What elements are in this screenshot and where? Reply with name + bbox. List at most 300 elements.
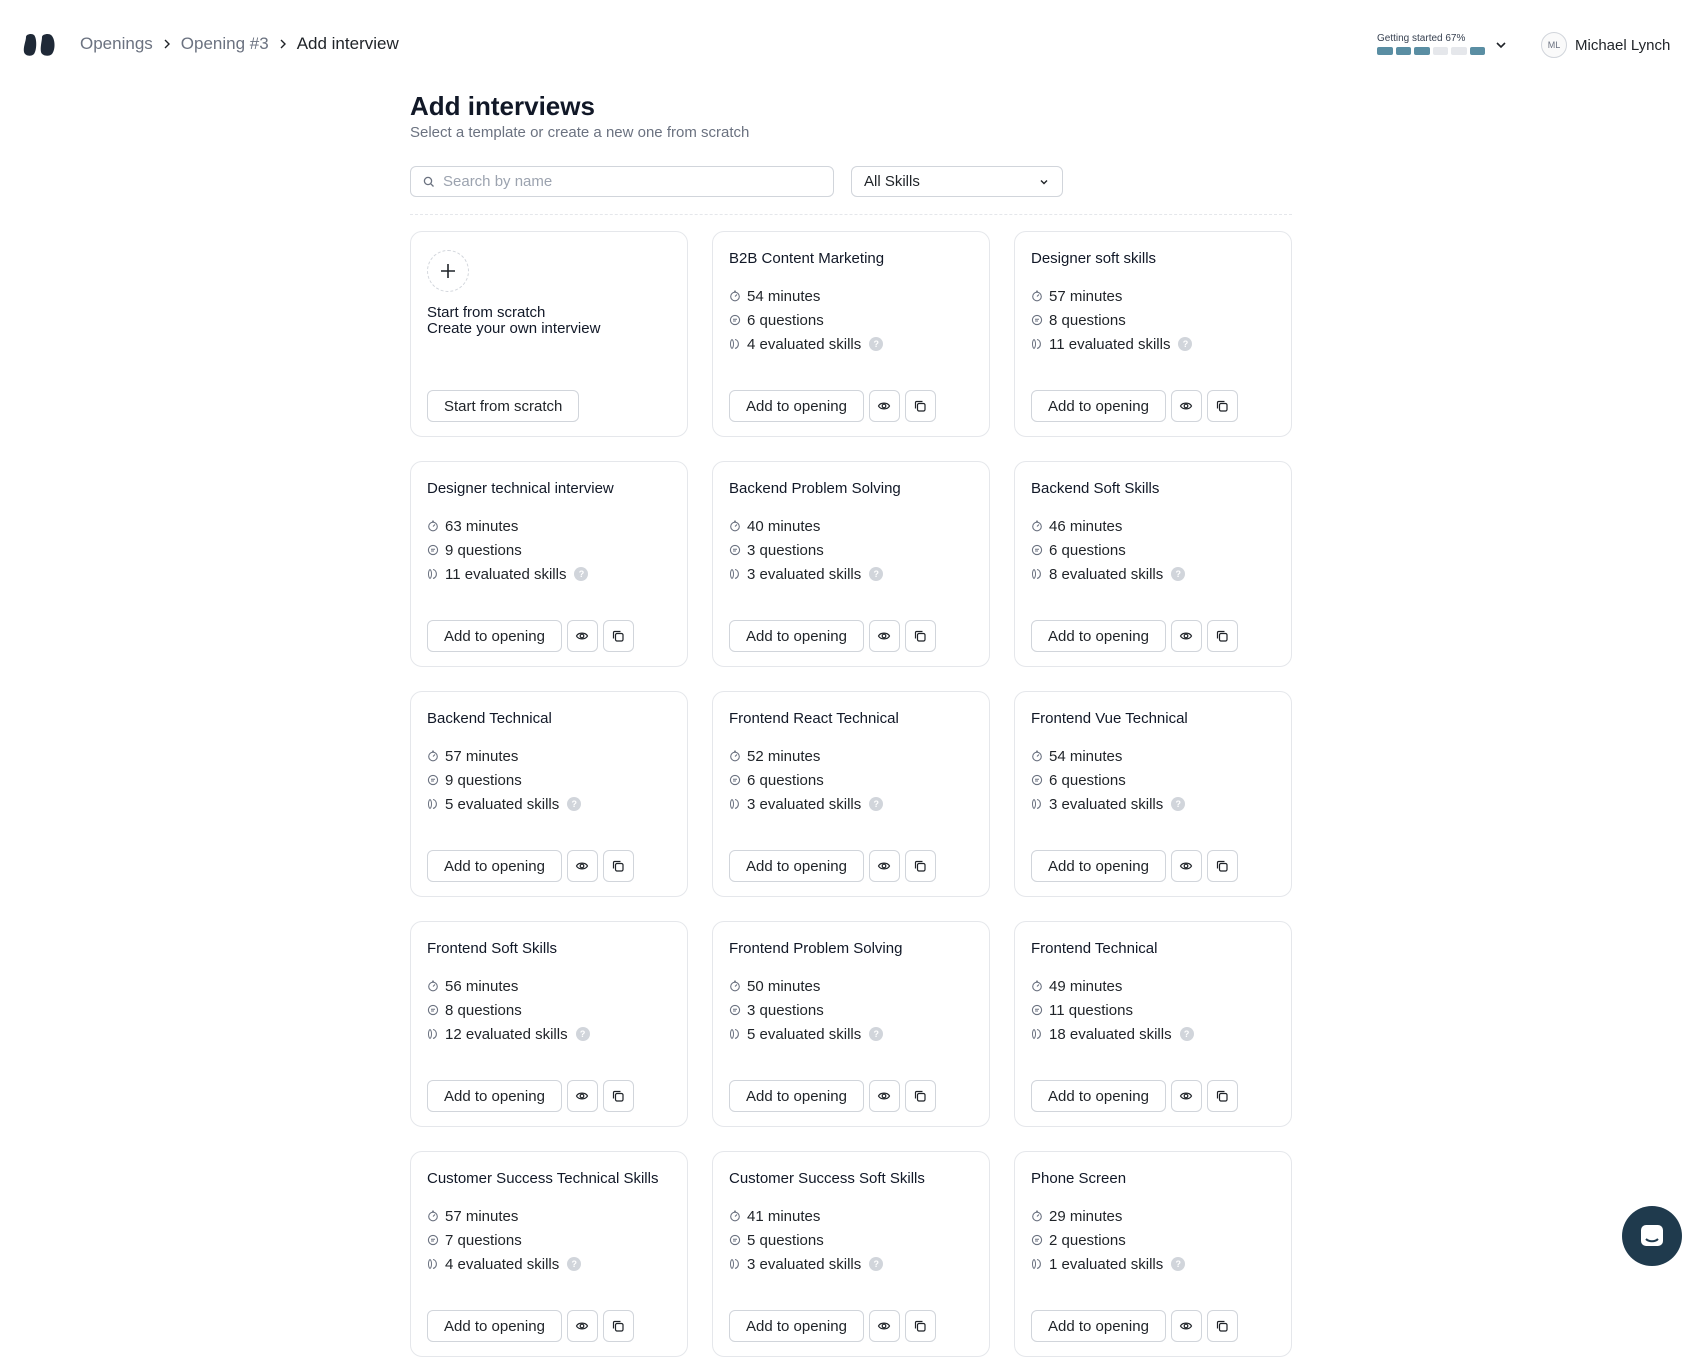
add-to-opening-button[interactable]: Add to opening — [427, 1310, 562, 1342]
question-count — [427, 538, 588, 562]
scratch-text — [427, 305, 600, 337]
help-icon[interactable]: ? — [869, 1257, 883, 1271]
skills-count — [729, 1022, 883, 1046]
eye-icon — [1179, 1089, 1193, 1103]
copy-icon — [913, 399, 927, 413]
eye-icon — [575, 859, 589, 873]
timer-icon — [1031, 750, 1043, 762]
eye-icon — [1179, 1319, 1193, 1333]
help-icon[interactable]: ? — [1180, 1027, 1194, 1041]
template-title: B2B Content Marketing — [729, 250, 885, 267]
timer-icon — [729, 1210, 741, 1222]
duration — [427, 514, 588, 538]
card-actions — [1031, 620, 1238, 652]
preview-button[interactable] — [1171, 1310, 1202, 1342]
template-title: Backend Problem Solving — [729, 480, 901, 497]
template-title: Frontend Soft Skills — [427, 940, 558, 957]
progress-segment — [1377, 47, 1393, 55]
timer-icon — [1031, 980, 1043, 992]
start-from-scratch-button[interactable]: Start from scratch — [427, 390, 579, 422]
skills-icon — [1031, 1028, 1043, 1040]
question-count — [1031, 538, 1185, 562]
template-meta — [1031, 744, 1185, 816]
template-meta — [1031, 1204, 1185, 1276]
search-input[interactable] — [441, 172, 825, 191]
timer-icon — [427, 750, 439, 762]
template-card — [1014, 691, 1292, 897]
skills-count-text: 3 evaluated skills — [1049, 795, 1164, 813]
eye-icon — [575, 1319, 589, 1333]
template-meta — [427, 744, 581, 816]
template-title: Designer technical interview — [427, 480, 614, 497]
duplicate-button[interactable] — [1207, 620, 1238, 652]
template-meta — [729, 974, 883, 1046]
preview-button[interactable] — [869, 390, 900, 422]
question-count-text: 6 questions — [1049, 771, 1126, 789]
duration-text: 54 minutes — [1049, 747, 1123, 765]
template-meta — [729, 1204, 883, 1276]
duplicate-button[interactable] — [603, 850, 634, 882]
question-bubble-icon — [427, 774, 439, 786]
skills-icon — [729, 568, 741, 580]
duration — [427, 744, 581, 768]
question-count-text: 6 questions — [747, 311, 824, 329]
duplicate-button[interactable] — [1207, 1310, 1238, 1342]
timer-icon — [427, 520, 439, 532]
template-meta — [729, 284, 883, 356]
duration — [729, 744, 883, 768]
skills-count-text: 3 evaluated skills — [747, 795, 862, 813]
card-actions — [1031, 1080, 1238, 1112]
question-count — [1031, 1228, 1185, 1252]
preview-button[interactable] — [567, 1310, 598, 1342]
help-icon[interactable]: ? — [567, 797, 581, 811]
progress-segment — [1414, 47, 1430, 55]
duplicate-button[interactable] — [603, 620, 634, 652]
duration-text: 57 minutes — [445, 747, 519, 765]
question-bubble-icon — [729, 1004, 741, 1016]
help-icon[interactable]: ? — [869, 1027, 883, 1041]
card-actions — [729, 1310, 936, 1342]
skills-count-text: 11 evaluated skills — [1049, 335, 1171, 353]
template-title: Designer soft skills — [1031, 250, 1157, 267]
skills-icon — [427, 1258, 439, 1270]
search-box — [410, 166, 834, 197]
duration-text: 40 minutes — [747, 517, 821, 535]
template-card — [712, 461, 990, 667]
add-to-opening-button[interactable]: Add to opening — [427, 620, 562, 652]
duration-text: 49 minutes — [1049, 977, 1123, 995]
chat-button[interactable] — [1622, 1206, 1682, 1266]
template-card — [1014, 231, 1292, 437]
help-icon[interactable]: ? — [869, 797, 883, 811]
skills-count — [1031, 1252, 1185, 1276]
duplicate-button[interactable] — [1207, 850, 1238, 882]
duration-text: 52 minutes — [747, 747, 821, 765]
timer-icon — [1031, 290, 1043, 302]
top-bar — [0, 0, 1701, 90]
skills-icon — [427, 1028, 439, 1040]
question-bubble-icon — [427, 1234, 439, 1246]
search-icon — [423, 176, 435, 188]
timer-icon — [729, 750, 741, 762]
chevron-right-icon — [162, 39, 172, 49]
copy-icon — [1215, 1319, 1229, 1333]
timer-icon — [729, 980, 741, 992]
duration-text: 56 minutes — [445, 977, 519, 995]
template-title: Backend Soft Skills — [1031, 480, 1160, 497]
template-meta — [427, 1204, 581, 1276]
help-icon[interactable]: ? — [574, 567, 588, 581]
duplicate-button[interactable] — [1207, 390, 1238, 422]
template-card — [410, 921, 688, 1127]
template-card — [1014, 461, 1292, 667]
eye-icon — [575, 1089, 589, 1103]
preview-button[interactable] — [869, 620, 900, 652]
template-title: Backend Technical — [427, 710, 552, 727]
copy-icon — [1215, 859, 1229, 873]
eye-icon — [877, 1089, 891, 1103]
skills-count-text: 18 evaluated skills — [1049, 1025, 1172, 1043]
template-card — [712, 921, 990, 1127]
timer-icon — [1031, 520, 1043, 532]
question-count-text: 3 questions — [747, 1001, 824, 1019]
timer-icon — [729, 290, 741, 302]
scratch-title: Start from scratch — [427, 304, 546, 321]
skills-count — [729, 332, 883, 356]
question-count-text: 8 questions — [1049, 311, 1126, 329]
duration-text: 57 minutes — [1049, 287, 1123, 305]
timer-icon — [427, 1210, 439, 1222]
help-icon[interactable]: ? — [1171, 567, 1185, 581]
copy-icon — [913, 859, 927, 873]
copy-icon — [611, 629, 625, 643]
progress-segment — [1396, 47, 1412, 55]
skills-count — [427, 1022, 590, 1046]
copy-icon — [1215, 399, 1229, 413]
user-name: Michael Lynch — [1575, 36, 1671, 54]
add-to-opening-button[interactable]: Add to opening — [427, 850, 562, 882]
question-count-text: 5 questions — [747, 1231, 824, 1249]
preview-button[interactable] — [1171, 620, 1202, 652]
skills-count-text: 1 evaluated skills — [1049, 1255, 1164, 1273]
preview-button[interactable] — [869, 850, 900, 882]
timer-icon — [729, 520, 741, 532]
question-bubble-icon — [1031, 774, 1043, 786]
add-to-opening-button[interactable]: Add to opening — [729, 390, 864, 422]
timer-icon — [1031, 1210, 1043, 1222]
card-actions — [1031, 850, 1238, 882]
template-card — [410, 1151, 688, 1357]
template-meta — [1031, 284, 1192, 356]
template-title: Customer Success Technical Skills — [427, 1170, 659, 1187]
template-meta — [729, 744, 883, 816]
card-actions — [427, 1080, 634, 1112]
duration — [729, 1204, 883, 1228]
chat-icon — [1637, 1221, 1667, 1251]
getting-started-progress[interactable] — [1377, 33, 1492, 55]
skills-count-text: 3 evaluated skills — [747, 565, 862, 583]
progress-bar — [1377, 47, 1492, 55]
duplicate-button[interactable] — [1207, 1080, 1238, 1112]
help-icon[interactable]: ? — [869, 567, 883, 581]
duplicate-button[interactable] — [905, 620, 936, 652]
preview-button[interactable] — [1171, 390, 1202, 422]
card-actions — [1031, 1310, 1238, 1342]
duration — [729, 974, 883, 998]
add-to-opening-button[interactable]: Add to opening — [729, 850, 864, 882]
skills-icon — [1031, 568, 1043, 580]
question-count — [729, 538, 883, 562]
question-count — [729, 308, 883, 332]
add-to-opening-button[interactable]: Add to opening — [1031, 1310, 1166, 1342]
skills-icon — [729, 338, 741, 350]
skills-icon — [1031, 1258, 1043, 1270]
question-bubble-icon — [1031, 314, 1043, 326]
card-actions — [729, 620, 936, 652]
template-card — [410, 691, 688, 897]
chevron-down-icon — [1038, 176, 1050, 188]
timer-icon — [427, 980, 439, 992]
duplicate-button[interactable] — [905, 390, 936, 422]
question-bubble-icon — [729, 774, 741, 786]
breadcrumb-opening[interactable]: Opening #3 — [180, 34, 269, 53]
help-icon[interactable]: ? — [1171, 1257, 1185, 1271]
chevron-down-icon[interactable] — [1494, 38, 1508, 52]
progress-segment — [1470, 47, 1486, 55]
skills-icon — [427, 568, 439, 580]
help-icon[interactable]: ? — [1171, 797, 1185, 811]
preview-button[interactable] — [869, 1310, 900, 1342]
card-actions — [1031, 390, 1238, 422]
duplicate-button[interactable] — [603, 1310, 634, 1342]
skills-count — [729, 562, 883, 586]
question-bubble-icon — [1031, 1004, 1043, 1016]
skills-count-text: 5 evaluated skills — [445, 795, 560, 813]
duration-text: 46 minutes — [1049, 517, 1123, 535]
eye-icon — [877, 629, 891, 643]
template-title: Phone Screen — [1031, 1170, 1127, 1187]
card-actions — [427, 1310, 634, 1342]
duration-text: 57 minutes — [445, 1207, 519, 1225]
question-count — [427, 768, 581, 792]
page-title: Add interviews — [410, 91, 595, 121]
main-content — [410, 90, 1292, 1335]
duration — [1031, 514, 1185, 538]
question-count-text: 11 questions — [1049, 1001, 1133, 1019]
question-count-text: 9 questions — [445, 541, 522, 559]
question-count — [729, 1228, 883, 1252]
template-meta — [427, 514, 588, 586]
question-count — [427, 1228, 581, 1252]
question-count-text: 8 questions — [445, 1001, 522, 1019]
logo-icon[interactable] — [23, 33, 57, 57]
eye-icon — [877, 859, 891, 873]
duplicate-button[interactable] — [905, 1080, 936, 1112]
skills-count — [729, 792, 883, 816]
template-title: Customer Success Soft Skills — [729, 1170, 925, 1187]
eye-icon — [877, 399, 891, 413]
question-bubble-icon — [729, 1234, 741, 1246]
skills-count — [1031, 792, 1185, 816]
copy-icon — [1215, 629, 1229, 643]
duration — [729, 284, 883, 308]
duration-text: 41 minutes — [747, 1207, 821, 1225]
duration-text: 50 minutes — [747, 977, 821, 995]
question-count-text: 6 questions — [747, 771, 824, 789]
duration-text: 54 minutes — [747, 287, 821, 305]
duration — [427, 1204, 581, 1228]
template-title: Frontend Technical — [1031, 940, 1158, 957]
template-meta — [427, 974, 590, 1046]
preview-button[interactable] — [1171, 850, 1202, 882]
skills-count — [1031, 1022, 1194, 1046]
help-icon[interactable]: ? — [869, 337, 883, 351]
question-count — [427, 998, 590, 1022]
question-bubble-icon — [729, 314, 741, 326]
copy-icon — [611, 1089, 625, 1103]
copy-icon — [913, 629, 927, 643]
skills-icon — [729, 1028, 741, 1040]
duration — [1031, 974, 1194, 998]
add-to-opening-button[interactable]: Add to opening — [729, 1310, 864, 1342]
add-new-button[interactable] — [427, 250, 469, 292]
card-actions — [729, 1080, 936, 1112]
duration — [1031, 284, 1192, 308]
user-menu[interactable] — [1541, 32, 1670, 58]
template-card — [410, 461, 688, 667]
template-title: Frontend React Technical — [729, 710, 899, 727]
help-icon[interactable]: ? — [576, 1027, 590, 1041]
copy-icon — [611, 859, 625, 873]
skills-count — [1031, 562, 1185, 586]
breadcrumb — [80, 34, 399, 54]
copy-icon — [913, 1319, 927, 1333]
question-count-text: 7 questions — [445, 1231, 522, 1249]
skills-icon — [1031, 338, 1043, 350]
skills-icon — [427, 798, 439, 810]
add-to-opening-button[interactable]: Add to opening — [1031, 620, 1166, 652]
avatar: ML — [1541, 32, 1567, 58]
copy-icon — [611, 1319, 625, 1333]
preview-button[interactable] — [567, 850, 598, 882]
skills-select-value: All Skills — [864, 173, 920, 190]
help-icon[interactable]: ? — [1178, 337, 1192, 351]
duplicate-button[interactable] — [905, 1310, 936, 1342]
duration — [1031, 744, 1185, 768]
duration — [729, 514, 883, 538]
duration-text: 29 minutes — [1049, 1207, 1123, 1225]
add-to-opening-button[interactable]: Add to opening — [1031, 1080, 1166, 1112]
question-count — [729, 768, 883, 792]
question-bubble-icon — [729, 544, 741, 556]
divider — [410, 214, 1292, 215]
chevron-right-icon — [278, 39, 288, 49]
help-icon[interactable]: ? — [567, 1257, 581, 1271]
question-count-text: 9 questions — [445, 771, 522, 789]
question-count — [729, 998, 883, 1022]
skills-count-text: 11 evaluated skills — [445, 565, 567, 583]
copy-icon — [913, 1089, 927, 1103]
template-title: Frontend Vue Technical — [1031, 710, 1188, 727]
preview-button[interactable] — [567, 1080, 598, 1112]
question-count-text: 2 questions — [1049, 1231, 1126, 1249]
skills-count-text: 5 evaluated skills — [747, 1025, 862, 1043]
template-title: Frontend Problem Solving — [729, 940, 903, 957]
add-to-opening-button[interactable]: Add to opening — [1031, 850, 1166, 882]
scratch-subtitle: Create your own interview — [427, 320, 601, 337]
skills-count-text: 12 evaluated skills — [445, 1025, 568, 1043]
breadcrumb-openings[interactable]: Openings — [80, 34, 153, 53]
card-actions — [427, 850, 634, 882]
duplicate-button[interactable] — [905, 850, 936, 882]
add-to-opening-button[interactable]: Add to opening — [729, 1080, 864, 1112]
question-count — [1031, 998, 1194, 1022]
question-bubble-icon — [427, 544, 439, 556]
duration — [427, 974, 590, 998]
copy-icon — [1215, 1089, 1229, 1103]
question-bubble-icon — [1031, 1234, 1043, 1246]
add-to-opening-button[interactable]: Add to opening — [427, 1080, 562, 1112]
question-count — [1031, 768, 1185, 792]
skills-count-text: 3 evaluated skills — [747, 1255, 862, 1273]
question-bubble-icon — [427, 1004, 439, 1016]
progress-segment — [1451, 47, 1467, 55]
progress-segment — [1433, 47, 1449, 55]
filters — [410, 166, 1292, 199]
question-bubble-icon — [1031, 544, 1043, 556]
skills-count — [427, 792, 581, 816]
skills-count — [427, 1252, 581, 1276]
progress-label: Getting started 67% — [1377, 33, 1466, 44]
preview-button[interactable] — [869, 1080, 900, 1112]
template-card — [1014, 1151, 1292, 1357]
duration — [1031, 1204, 1185, 1228]
plus-icon — [440, 263, 456, 279]
eye-icon — [1179, 629, 1193, 643]
question-count-text: 3 questions — [747, 541, 824, 559]
eye-icon — [1179, 859, 1193, 873]
skills-count — [729, 1252, 883, 1276]
skills-count — [427, 562, 588, 586]
skills-count — [1031, 332, 1192, 356]
eye-icon — [877, 1319, 891, 1333]
add-to-opening-button[interactable]: Add to opening — [729, 620, 864, 652]
template-meta — [1031, 974, 1194, 1046]
card-actions — [729, 850, 936, 882]
skills-count-text: 4 evaluated skills — [747, 335, 862, 353]
eye-icon — [1179, 399, 1193, 413]
template-card — [712, 1151, 990, 1357]
preview-button[interactable] — [567, 620, 598, 652]
skills-icon — [1031, 798, 1043, 810]
preview-button[interactable] — [1171, 1080, 1202, 1112]
duplicate-button[interactable] — [603, 1080, 634, 1112]
skills-select[interactable] — [851, 166, 1063, 197]
skills-icon — [729, 798, 741, 810]
card-actions — [427, 620, 634, 652]
card-actions — [729, 390, 936, 422]
template-card — [712, 691, 990, 897]
template-meta — [729, 514, 883, 586]
template-card — [712, 231, 990, 437]
template-card — [1014, 921, 1292, 1127]
eye-icon — [575, 629, 589, 643]
start-from-scratch-card — [410, 231, 688, 437]
skills-icon — [729, 1258, 741, 1270]
add-to-opening-button[interactable]: Add to opening — [1031, 390, 1166, 422]
skills-count-text: 8 evaluated skills — [1049, 565, 1164, 583]
